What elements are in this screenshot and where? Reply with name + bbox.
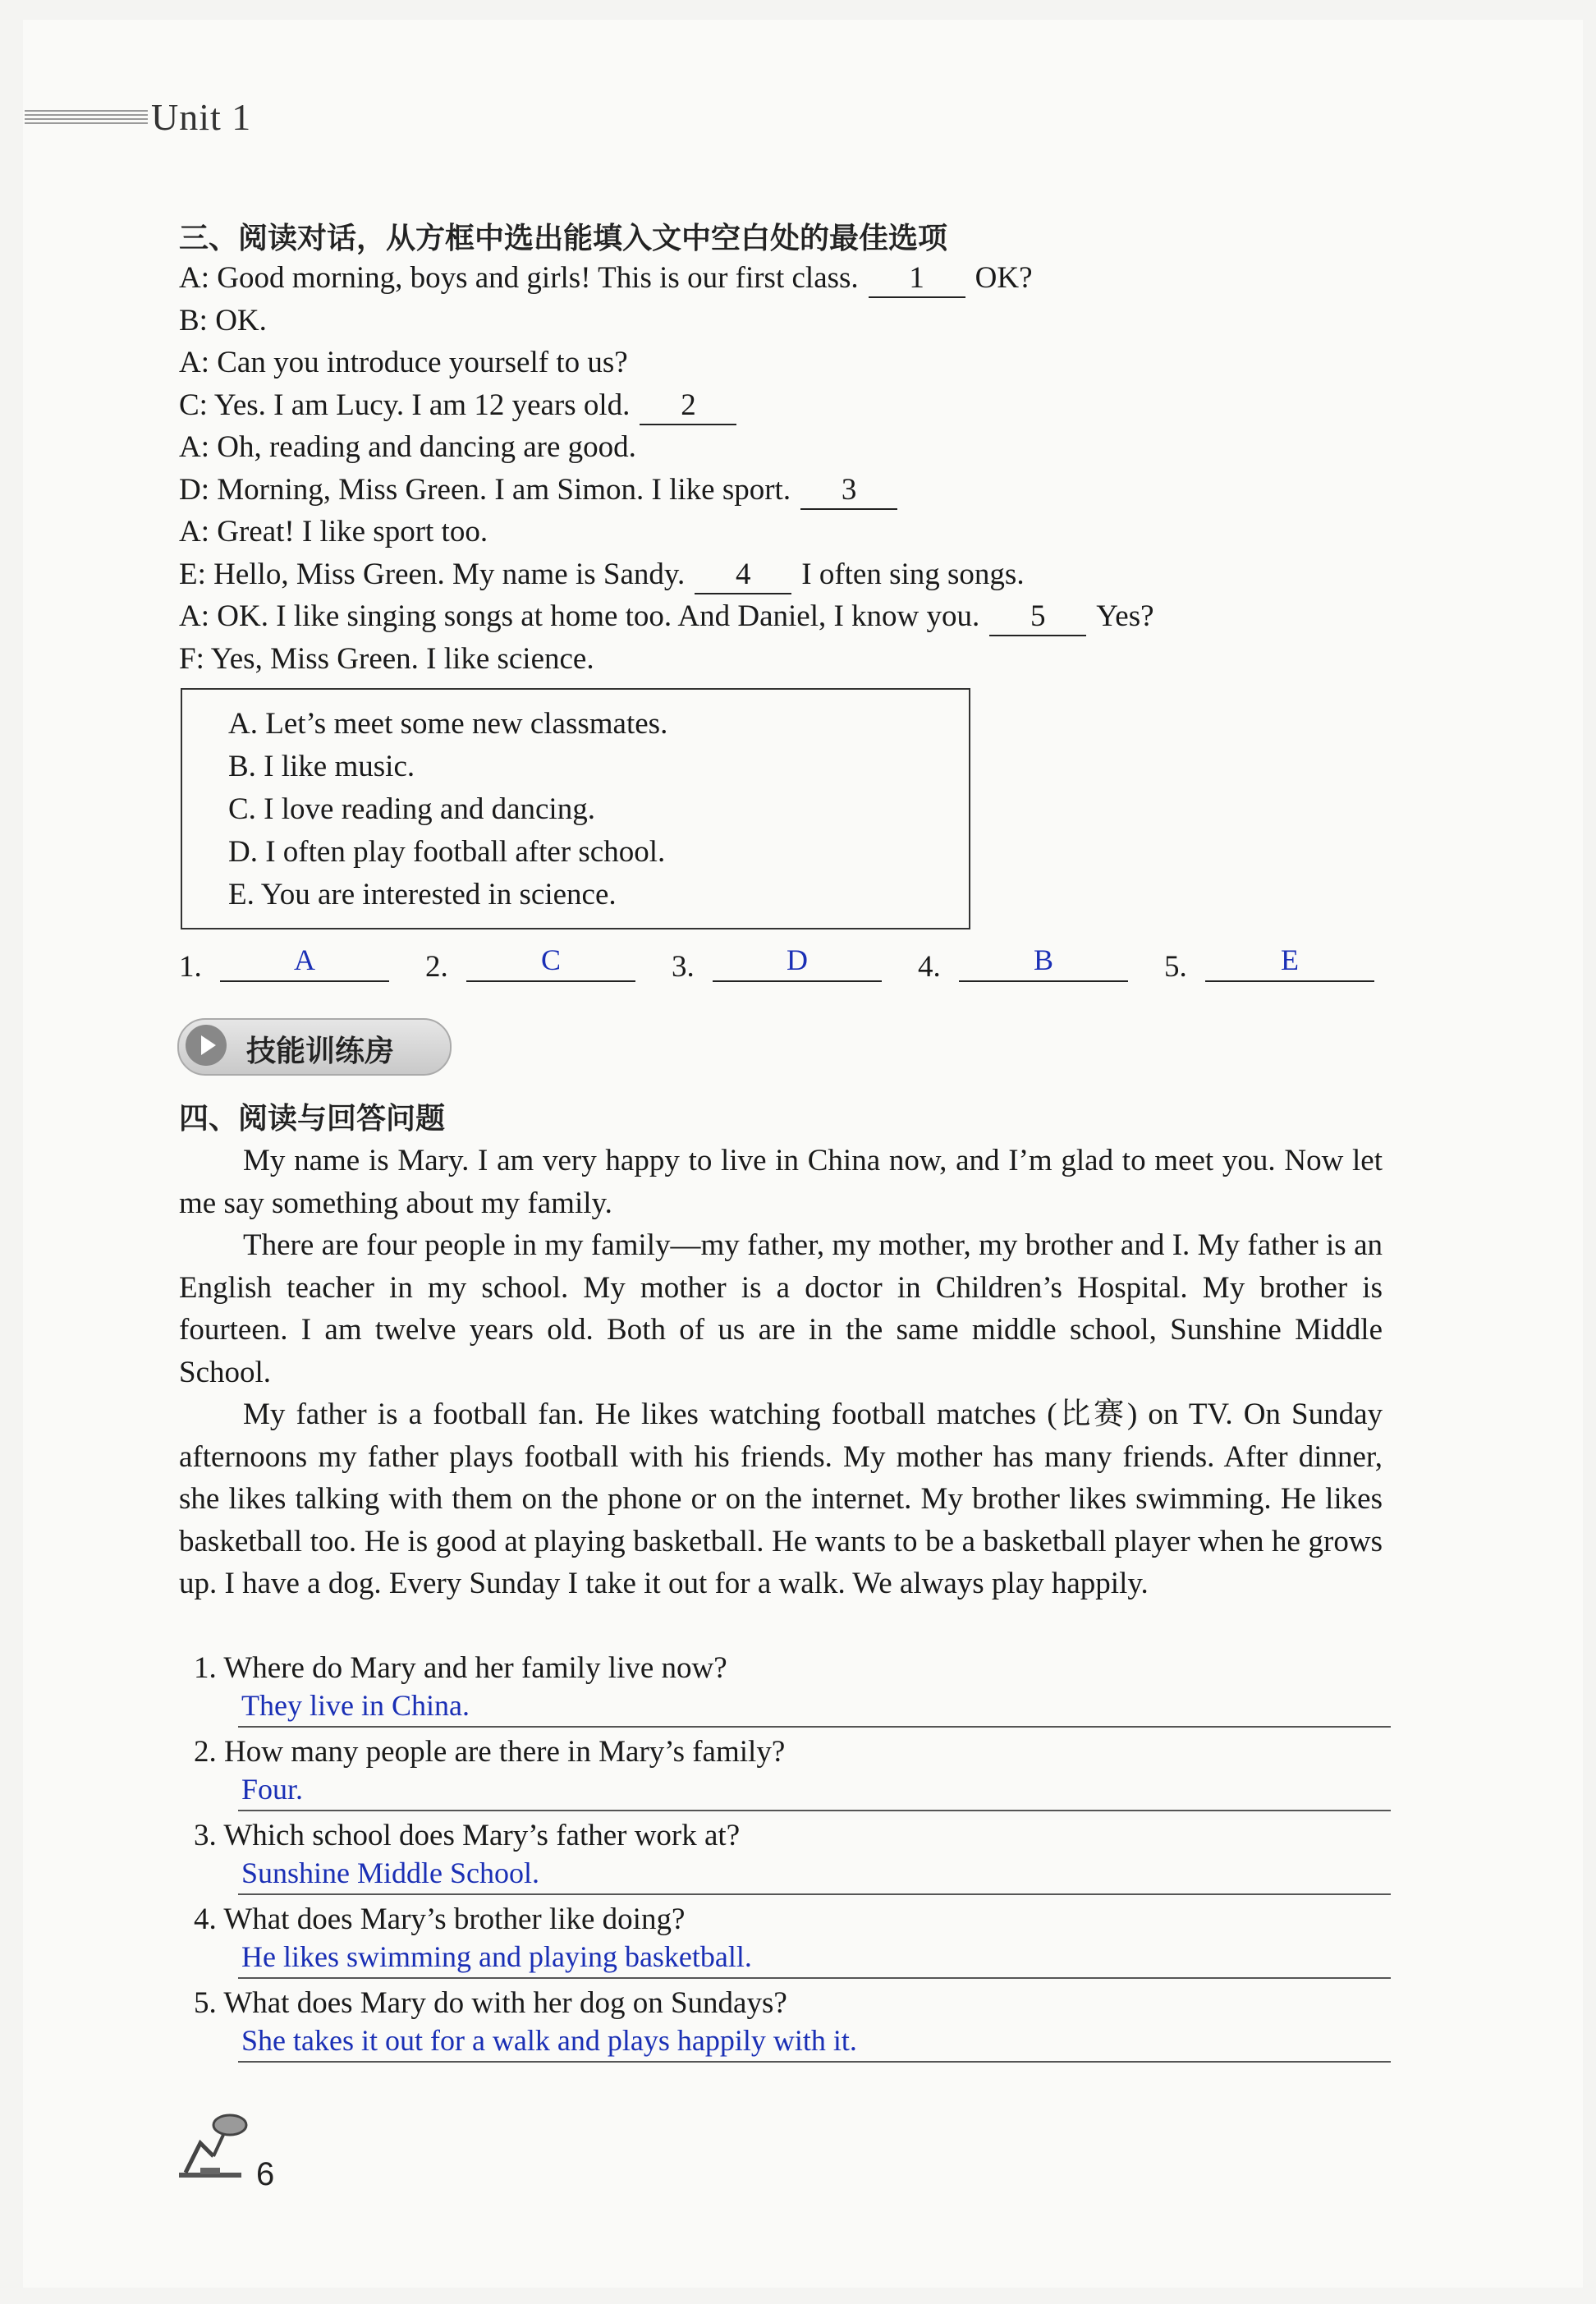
dialogue-blank[interactable]: 5	[989, 599, 1086, 636]
question-3	[194, 1818, 1392, 1889]
answer-text[interactable]: Sunshine Middle School.	[241, 1857, 540, 1889]
question-4	[194, 1902, 1392, 1973]
answer-text[interactable]: Four.	[241, 1773, 304, 1806]
dialogue-blank[interactable]: 2	[640, 388, 736, 425]
dialogue-line	[179, 385, 746, 426]
question-text: 2. How many people are there in Mary’s family?	[194, 1735, 786, 1769]
dialogue-text-after: I often sing songs.	[801, 557, 1025, 591]
dialogue-text: A: Good morning, boys and girls! This is our first class.	[179, 261, 859, 295]
dialogue-line	[179, 512, 488, 553]
dialogue-line	[179, 342, 628, 383]
dialogue-text: E: Hello, Miss Green. My name is Sandy.	[179, 557, 686, 591]
dialogue-text: A: Great! I like sport too.	[179, 515, 488, 548]
answer-value[interactable]: C	[466, 943, 635, 982]
dialogue-blank[interactable]: 3	[800, 472, 897, 510]
answer-line	[238, 1893, 1391, 1895]
answer-line	[238, 1977, 1391, 1979]
answer-text[interactable]: He likes swimming and playing basketball.	[241, 1940, 752, 1973]
answer-num: 1.	[179, 950, 202, 984]
dialogue-line	[179, 639, 594, 680]
reading-passage	[179, 1140, 1383, 1605]
answer-num: 3.	[672, 950, 695, 984]
answer-line	[238, 1726, 1391, 1728]
dialogue-text: A: Oh, reading and dancing are good.	[179, 430, 636, 464]
option-c: C. I love reading and dancing.	[228, 792, 595, 826]
answer-text[interactable]: They live in China.	[241, 1689, 470, 1722]
dialogue-text: A: OK. I like singing songs at home too. And Daniel, I know you.	[179, 599, 980, 633]
unit-title: Unit 1	[151, 96, 252, 138]
skill-label: 技能训练房	[246, 1035, 395, 1068]
dialogue-line	[179, 258, 1033, 299]
desk-lamp-icon	[176, 2110, 250, 2184]
dialogue-text: A: Can you introduce yourself to us?	[179, 346, 628, 379]
answer-value[interactable]: E	[1205, 943, 1374, 982]
dialogue-text: B: OK.	[179, 303, 267, 337]
dialogue-text: D: Morning, Miss Green. I am Simon. I like sport.	[179, 472, 791, 507]
option-e: E. You are interested in science.	[228, 878, 617, 911]
dialogue-blank[interactable]: 1	[869, 260, 965, 298]
answer-num: 4.	[918, 950, 941, 984]
option-d: D. I often play football after school.	[228, 835, 666, 869]
question-text: 3. Which school does Mary’s father work at?	[194, 1819, 741, 1852]
answer-row	[179, 943, 1394, 992]
dialogue-text-after: OK?	[975, 261, 1033, 295]
section3-title: 三、阅读对话，从方框中选出能填入文中空白处的最佳选项	[179, 222, 948, 255]
dialogue-text: F: Yes, Miss Green. I like science.	[179, 641, 594, 676]
dialogue-line	[179, 427, 636, 468]
question-text: 4. What does Mary’s brother like doing?	[194, 1902, 686, 1936]
skill-banner	[177, 1012, 456, 1076]
answer-value[interactable]: B	[959, 943, 1128, 982]
section4-title: 四、阅读与回答问题	[179, 1102, 446, 1136]
page-number: 6	[256, 2156, 275, 2192]
header-decoration	[25, 110, 148, 130]
passage-paragraph-1: My name is Mary. I am very happy to live in China now, and I’m glad to meet you. Now let me say something about my family.	[179, 1144, 1383, 1220]
answer-line	[238, 1810, 1391, 1811]
question-2	[194, 1734, 1392, 1806]
dialogue-text-after: Yes?	[1096, 599, 1154, 633]
option-a: A. Let’s meet some new classmates.	[228, 707, 668, 741]
answer-value[interactable]: D	[713, 943, 882, 982]
play-icon	[186, 1025, 227, 1066]
dialogue-line	[179, 301, 267, 342]
answer-text[interactable]: She takes it out for a walk and plays happily with it.	[241, 2024, 857, 2057]
question-text: 5. What does Mary do with her dog on Sundays?	[194, 1986, 787, 2020]
dialogue-line	[179, 470, 907, 511]
dialogue-line	[179, 596, 1154, 637]
question-text: 1. Where do Mary and her family live now?	[194, 1651, 727, 1685]
passage-paragraph-2: There are four people in my family—my father, my mother, my brother and I. My father is an English teacher in my school. My mother is a doctor in Children’s Hospital. My brother is fourteen. I am twelve years old. Both of us are in the same middle school, Sunshine Middle School.	[179, 1228, 1383, 1389]
question-5	[194, 1985, 1392, 2057]
answer-num: 5.	[1164, 950, 1187, 984]
option-b: B. I like music.	[228, 750, 415, 783]
answer-line	[238, 2061, 1391, 2063]
options-box	[181, 688, 970, 929]
answer-value[interactable]: A	[220, 943, 389, 982]
answer-num: 2.	[425, 950, 448, 984]
question-1	[194, 1650, 1392, 1722]
dialogue-text: C: Yes. I am Lucy. I am 12 years old.	[179, 388, 631, 422]
dialogue-blank[interactable]: 4	[695, 557, 791, 594]
dialogue-line	[179, 554, 1025, 595]
passage-paragraph-3: My father is a football fan. He likes watching football matches (比赛) on TV. On Sunday afternoons my father plays football with his friends. My mother has many friends. After dinner, she likes talking with them on the phone or on the internet. My brother likes swimming. He likes basketball too. He is good at playing basketball. He wants to be a basketball player when he grows up. I have a dog. Every Sunday I take it out for a walk. We always play happily.	[179, 1398, 1383, 1600]
